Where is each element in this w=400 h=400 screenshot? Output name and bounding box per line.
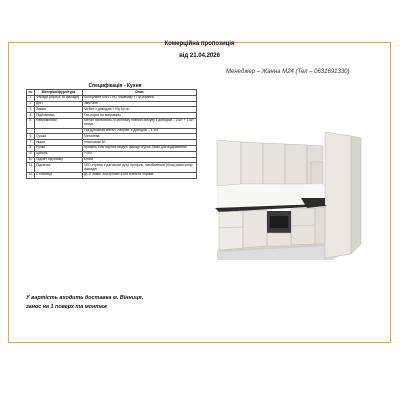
spec-cell-description: Колорлайн SW11 HG Кашемир + ПуЧерапка — [83, 95, 197, 101]
proposal-date: від 21.04.2026 — [179, 53, 220, 59]
spec-cell-description: LED-стрічка з датчиком руху, профіль, мембранний (біла) рама колір фасадів — [83, 163, 197, 173]
spec-table — [26, 89, 197, 179]
spec-cell-number: 11 — [27, 163, 35, 173]
col-number: № — [27, 90, 35, 96]
oven-drawer — [267, 233, 291, 246]
spec-cell-material: Сушка — [35, 134, 83, 140]
spec-cell-number: 10 — [27, 157, 35, 163]
spec-cell-material: Підсвітка — [35, 163, 83, 173]
spec-cell-number: 12 — [27, 172, 35, 178]
spec-cell-material: ДВП — [35, 101, 83, 107]
oven-window — [270, 216, 288, 228]
kitchen-render-image — [215, 132, 365, 270]
spec-cell-description: пластикові 60 — [83, 140, 197, 146]
spec-cell-number: 4 — [27, 113, 35, 119]
spec-cell-description: Газ-ліфти на виправках — [83, 113, 197, 119]
spec-cell-number: 5 — [27, 118, 35, 128]
spec-cell-number: 7 — [27, 140, 35, 146]
spec-cell-material: Підйомники — [35, 113, 83, 119]
spec-cell-number: 6 — [27, 134, 35, 140]
spec-cell-description: +100 — [83, 151, 197, 157]
spec-row — [27, 172, 197, 178]
spec-cell-description: ДСП 38мм. Колорлайн 4268 колекти чорний — [83, 172, 197, 178]
spec-cell-number: 2 — [27, 101, 35, 107]
spec-cell-material: Фасади (корпус та фасади) — [35, 95, 83, 101]
spec-cell-material: Підсвіт під мийку — [35, 157, 83, 163]
spec-cell-material: Стільниця — [35, 172, 83, 178]
spec-cell-material: Напрямляючі — [35, 118, 83, 128]
spec-cell-material: Ручки — [35, 145, 83, 151]
spec-cell-number: 9 — [27, 151, 35, 157]
tall-column-cabinet — [325, 132, 351, 258]
spec-cell-material: Цоколь — [35, 151, 83, 157]
spec-cell-description: профіль біля нарних модулі фасаді сгусок 25мм для відкривання — [83, 145, 197, 151]
upper-cabinets — [217, 140, 323, 186]
spec-cell-description: Металева — [83, 134, 197, 140]
spec-cell-description: Білий — [83, 157, 197, 163]
spec-cell-number: 8 — [27, 145, 35, 151]
spec-cell-material: Завіси — [35, 107, 83, 113]
spec-cell-material: Ніжки — [35, 140, 83, 146]
manager-contact: Менеджер – Жанна М24 (Тел – 0631691330) — [226, 69, 350, 75]
spec-cell-number: 3 — [27, 107, 35, 113]
spec-title: Специфікація - Кухня — [88, 83, 142, 89]
proposal-title: Комерційна пропозиція — [164, 41, 235, 47]
spec-row — [27, 163, 197, 173]
col-material: Матеріал/фурнітура — [35, 90, 83, 96]
corner-upper-cabinet — [311, 162, 323, 186]
footer-line-2: занос на 1 поверх та монтаж — [26, 304, 107, 310]
spec-cell-description: Мебел з доводом + Rg Sp.on — [83, 107, 197, 113]
tall-column-side — [351, 136, 361, 254]
footer-note — [26, 294, 143, 312]
spec-cell-description: Під духовкою метал. напрям. з доводом – 1 шт — [83, 128, 197, 134]
spec-cell-description: Метал приховано-го монтажу повного висуву з доводом – 2 шт + 1 шт висув. — [83, 118, 197, 128]
spec-row — [27, 118, 197, 128]
spec-cell-number: 1 — [27, 95, 35, 101]
col-description: Опис — [83, 90, 197, 96]
spec-cell-description: 3мм біле — [83, 101, 197, 107]
footer-line-1: У вартість входить доставка м. Вінниця, — [26, 295, 144, 301]
